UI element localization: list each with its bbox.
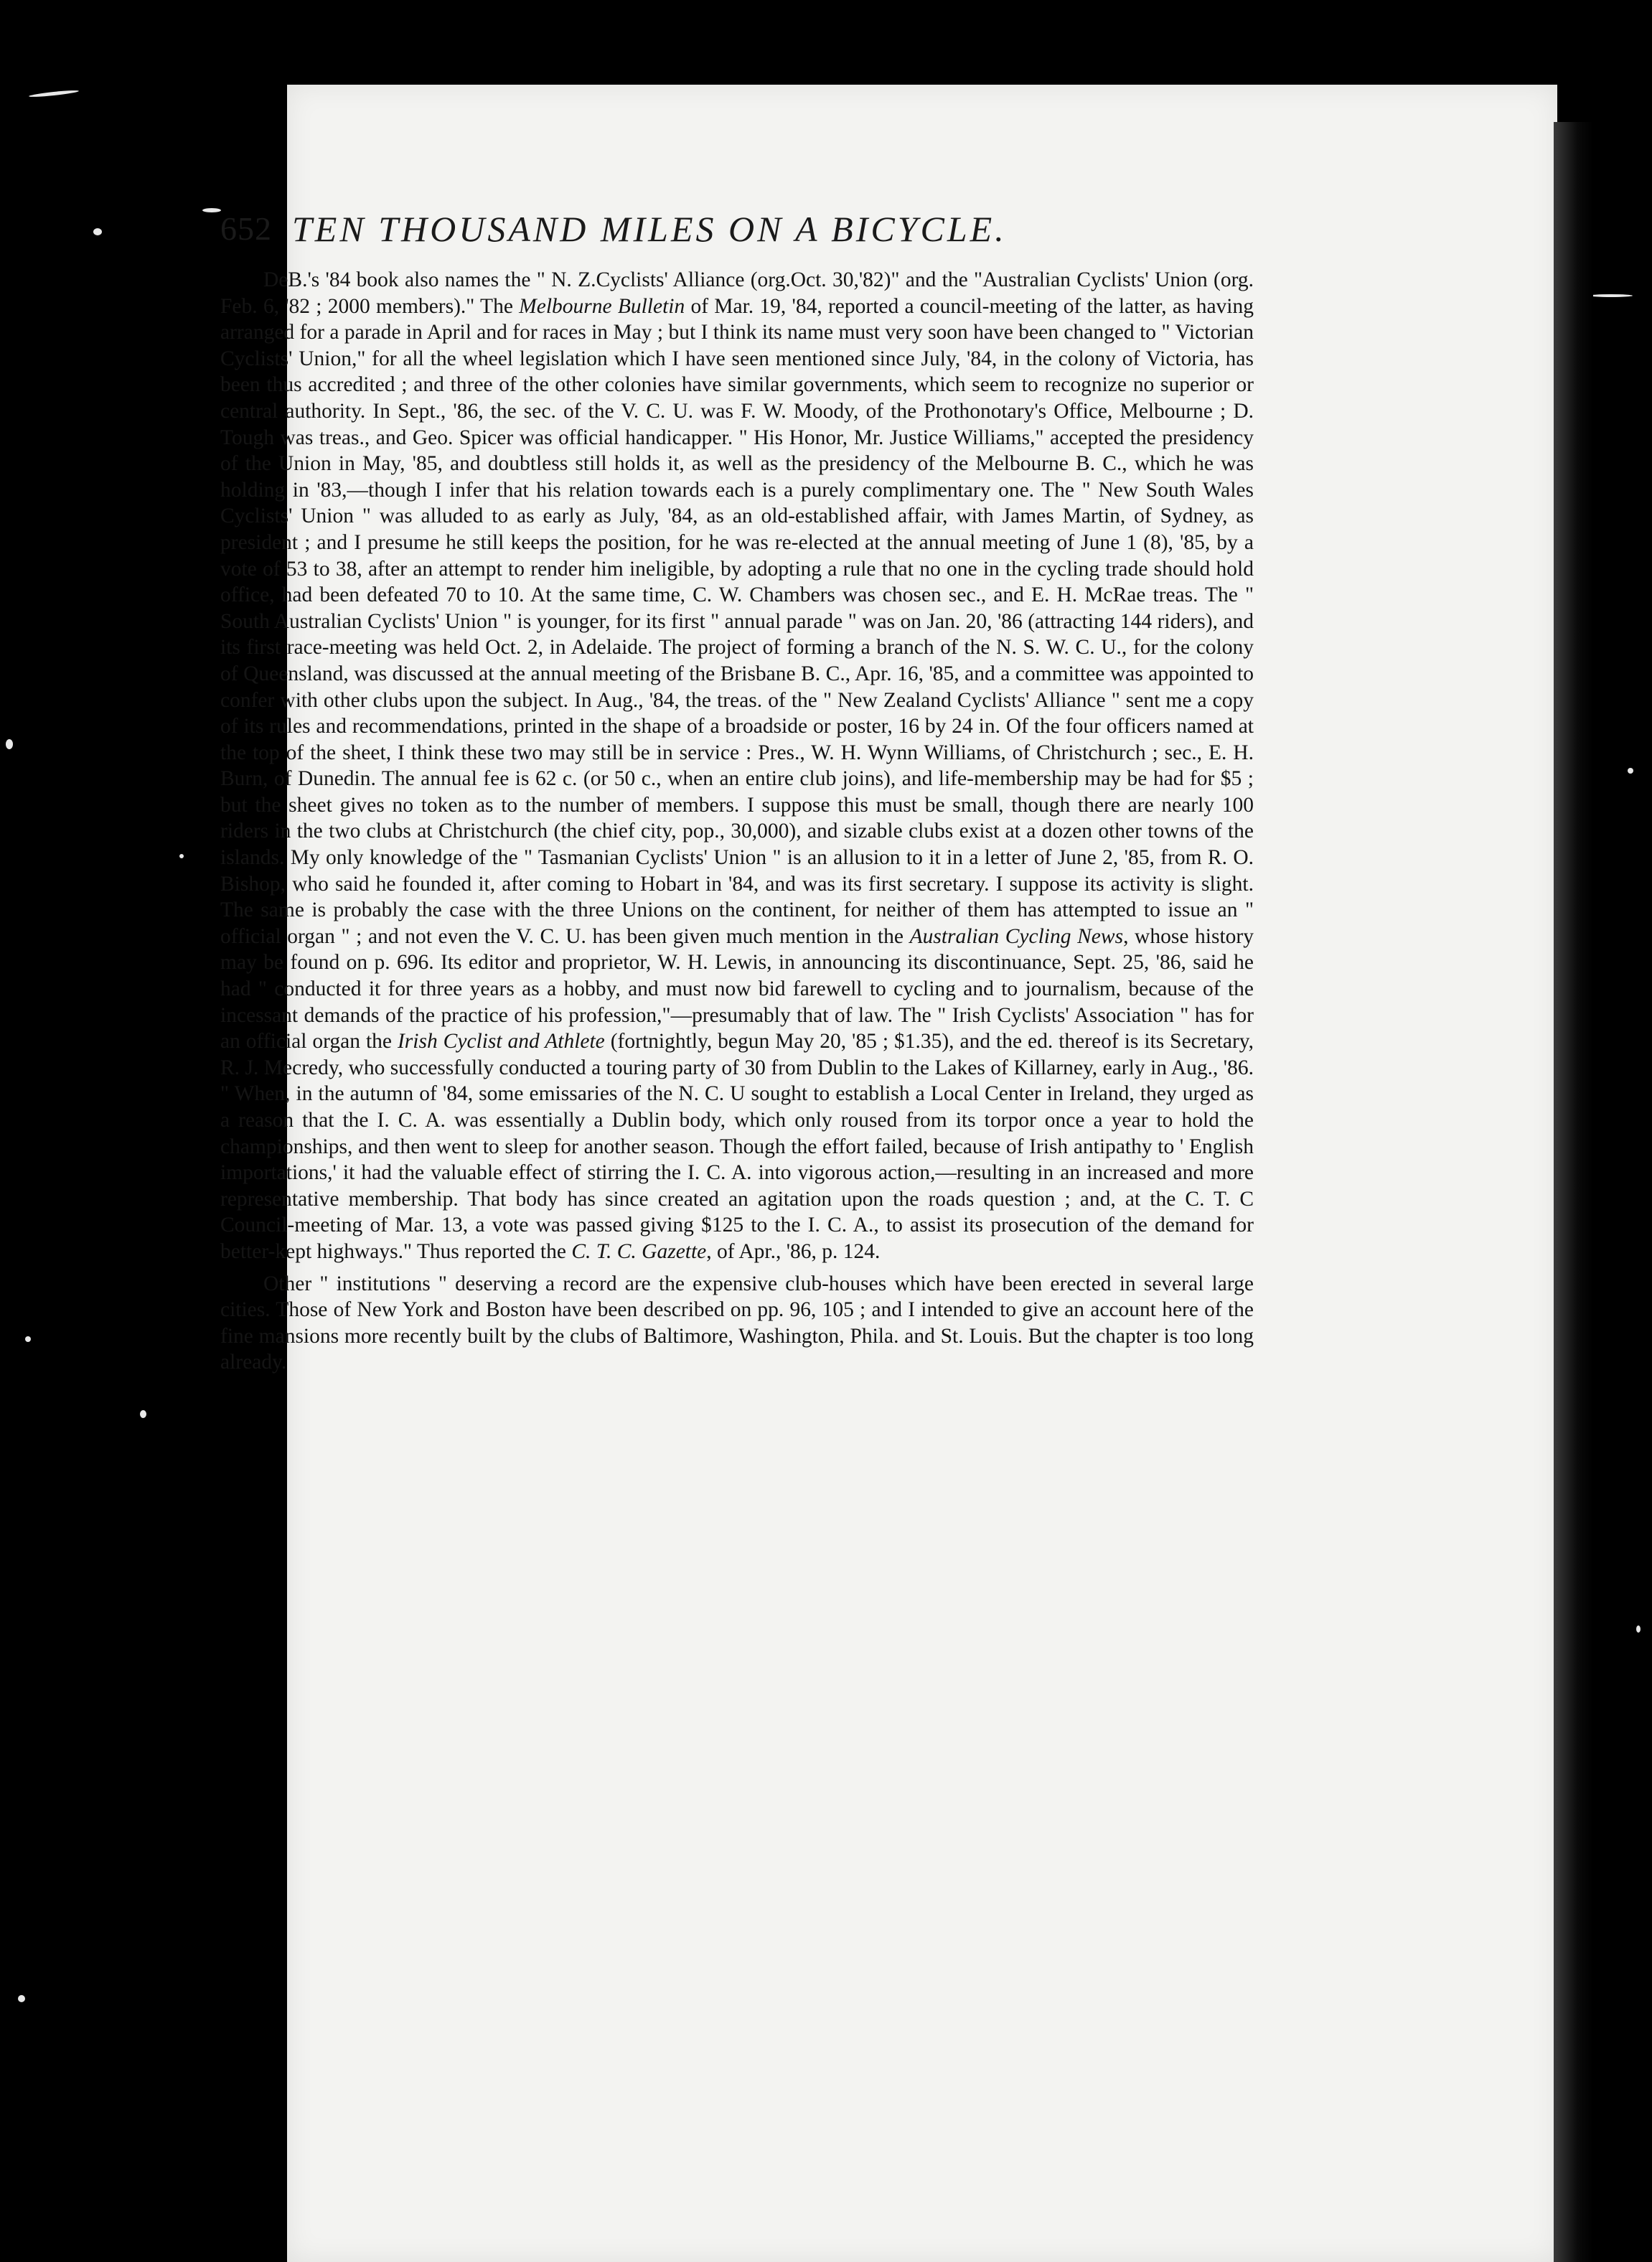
text-segment: (fortnightly, begun May 20, '85 ; $1.35), and the ed. thereof is its Secretary, R. J. Mecredy, who successfully conducted a touring party of 30 from Dublin to the Lakes of Killarney, early in Aug., '86. " When, in the autumn of '84, some emissaries of the N. C. U sought to establish a Local Center in Ireland, they urged as a reason that the I. C. A. was essentially a Dublin body, which only roused from its torpor once a year to hold the championships, and then went to sleep for another season. Though the effort failed, because of Irish antipathy to ' English importations,' it had the valuable effect of stirring the I. C. A. into vigorous action,—resulting in an increased and more representative membership. That body has since created an agitation upon the roads question ; and, at the C. T. C Council-meeting of Mar. 13, a vote was passed giving $125 to the I. C. A., to assist its prosecution of the demand for better-kept highways." Thus reported the: [220, 1030, 1254, 1263]
dust-speck: [93, 228, 102, 235]
dust-speck: [6, 739, 13, 749]
text-segment: , whose history may be found on p. 696. Its editor and proprietor, W. H. Lewis, in announcing its discontinuance, Sept. 25, '86, said he had " conducted it for three years as a hobby, and must now bid farewell to cycling and to journalism, because of the incessant demands of the practice of his profession,"—presumably that of law. The " Irish Cyclists' Association " has for an official organ the: [220, 924, 1254, 1053]
page-gutter-shadow: [1554, 122, 1593, 2262]
paragraph: [220, 1271, 1254, 1376]
dust-speck: [140, 1410, 146, 1418]
italic-publication-title: Irish Cyclist and Athlete: [397, 1030, 605, 1053]
dust-speck: [1590, 294, 1633, 297]
page-number: 652: [220, 210, 272, 247]
italic-publication-title: Melbourne Bulletin: [519, 294, 685, 318]
dust-speck: [29, 89, 79, 98]
italic-publication-title: C. T. C. Gazette: [571, 1239, 707, 1263]
text-segment: of Mar. 19, '84, reported a council-meeting of the latter, as having arranged for a parade in April and for races in May ; but I think its name must very soon have been changed to " Victorian Cyclists' Union," for all the wheel legislation which I have seen mentioned since July, '84, in the colony of Victoria, has been thus accredited ; and three of the other colonies have similar governments, which seem to recognize no superior or central authority. In Sept., '86, the sec. of the V. C. U. was F. W. Moody, of the Prothonotary's Office, Melbourne ; D. Tough was treas., and Geo. Spicer was official handicapper. " His Honor, Mr. Justice Williams," accepted the presidency of the Union in May, '85, and doubtless still holds it, as well as the presidency of the Melbourne B. C., which he was holding in '83,—though I infer that his relation towards each is a purely complimentary one. The " New South Wales Cyclists' Union " was alluded to as early as July, '84, as an old-established affair, with James Martin, of Sydney, as president ; and I presume he still keeps the position, for he was re-elected at the annual meeting of June 1 (8), '85, by a vote of 53 to 38, after an attempt to render him ineligible, by adopting a rule that no one in the cycling trade should hold office, had been defeated 70 to 10. At the same time, C. W. Chambers was chosen sec., and E. H. McRae treas. The " South Australian Cyclists' Union " is younger, for its first " annual parade " was on Jan. 20, '86 (attracting 144 riders), and its first race-meeting was held Oct. 2, in Adelaide. The project of forming a branch of the N. S. W. C. U., for the colony of Queensland, was discussed at the annual meeting of the Brisbane B. C., Apr. 16, '85, and a committee was appointed to confer with other clubs upon the subject. In Aug., '84, the treas. of the " New Zealand Cyclists' Alliance " sent me a copy of its rules and recommendations, printed in the shape of a broadside or poster, 16 by 24 in. Of the four officers named at the top of the sheet, I think these two may still be in service : Pres., W. H. Wynn Williams, of Christchurch ; sec., E. H. Burn, of Dunedin. The annual fee is 62 c. (or 50 c., when an entire club joins), and life-membership may be had for $5 ; but the sheet gives no token as to the number of members. I suppose this must be small, though there are nearly 100 riders in the two clubs at Christchurch (the chief city, pop., 30,000), and sizable clubs exist at a dozen other towns of the islands. My only knowledge of the " Tasmanian Cyclists' Union " is an allusion to it in a letter of June 2, '85, from R. O. Bishop, who said he founded it, after coming to Hobart in '84, and was its first secretary. I suppose its activity is slight. The same is probably the case with the three Unions on the continent, for neither of them has attempted to issue an " official organ " ; and not even the V. C. U. has been given much mention in the: [220, 294, 1254, 948]
dust-speck: [25, 1336, 31, 1342]
dust-speck: [202, 208, 221, 212]
text-segment: Other " institutions " deserving a record are the expensive club-houses which have been erected in several large cities. Those of New York and Boston have been described on pp. 96, 105 ; and I intended to give an account here of the fine mansions more recently built by the clubs of Baltimore, Washington, Phila. and St. Louis. But the chapter is too long already.: [220, 1272, 1254, 1374]
dust-speck: [179, 854, 184, 858]
dust-speck: [18, 1995, 25, 2002]
text-segment: DeB.'s '84 book also names the " N. Z.Cyclists' Alliance (org.Oct. 30,'82)" and the "Australian Cyclists' Union (org. Feb. 6, '82 ; 2000 members)." The: [220, 268, 1254, 318]
book-title: TEN THOUSAND MILES ON A BICYCLE.: [292, 209, 1007, 249]
paragraph: [220, 267, 1254, 1265]
dust-speck: [1628, 768, 1633, 774]
body-text: [220, 267, 1254, 1376]
dust-speck: [1636, 1625, 1641, 1633]
running-head: [220, 202, 1254, 260]
text-segment: , of Apr., '86, p. 124.: [706, 1239, 881, 1263]
italic-publication-title: Australian Cycling News: [909, 924, 1124, 948]
